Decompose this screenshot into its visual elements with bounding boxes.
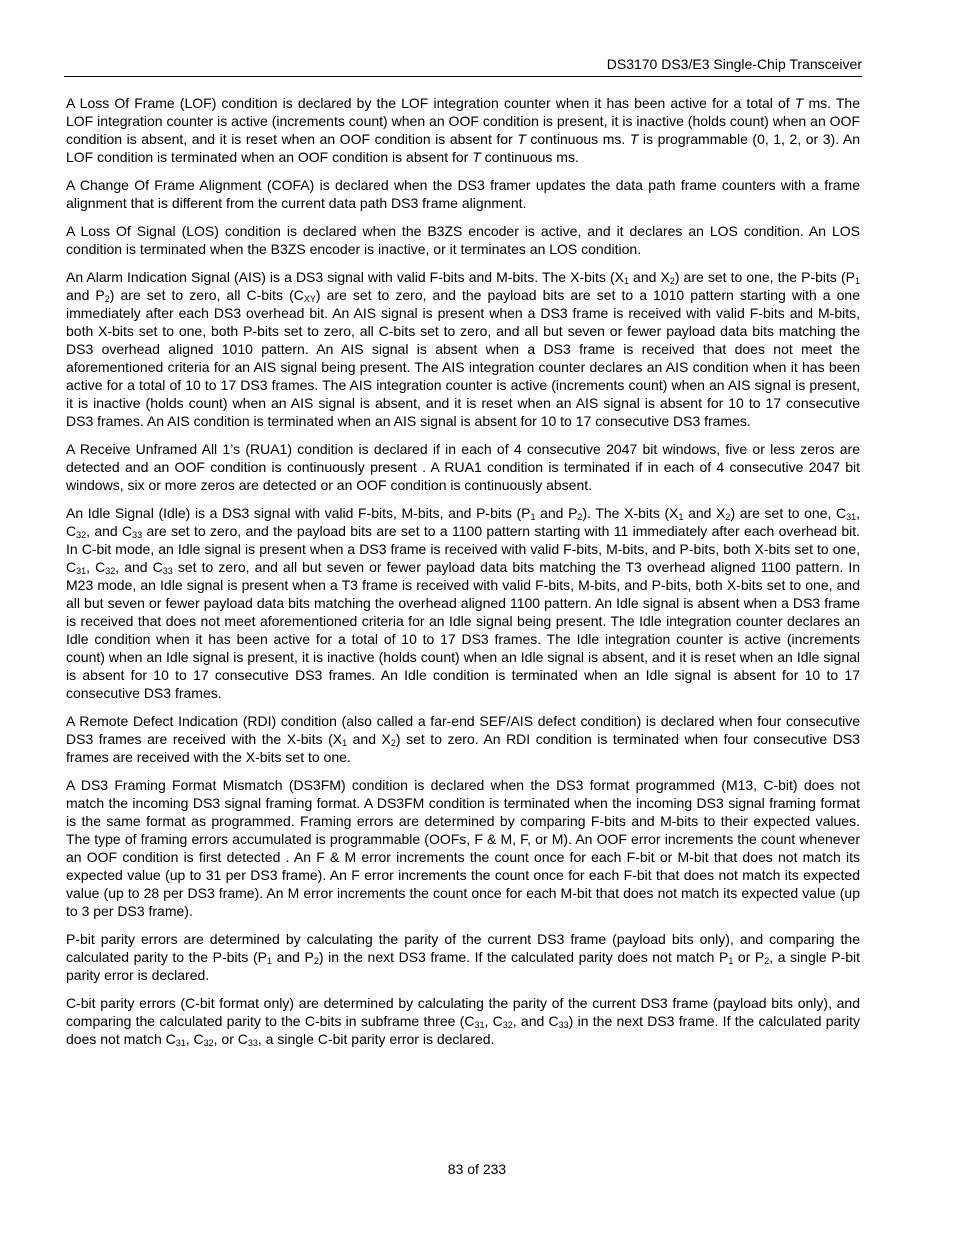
paragraph-rua1: A Receive Unframed All 1’s (RUA1) condition is declared if in each of 4 consecutive 2047 bit windows, five or less zeros are detected and an OOF condition is continuously present . A RUA1 condition is terminated if in each of 4 consecutive 2047 bit windows, six or more zeros are detected or an OOF condition is continuously absent. bbox=[66, 441, 860, 493]
paragraph-cofa: A Change Of Frame Alignment (COFA) is declared when the DS3 framer updates the data path frame counters with a frame alignment that is different from the current data path DS3 frame alignment. bbox=[66, 177, 860, 211]
page-number: 83 of 233 bbox=[447, 1161, 507, 1177]
paragraph-ds3fm: A DS3 Framing Format Mismatch (DS3FM) condition is declared when the DS3 format programmed (M13, C-bit) does not match the incoming DS3 signal framing format. A DS3FM condition is terminated when the incoming DS3 signal framing format is the same format as programmed. Framing errors are determined by comparing F-bits and M-bits to their expected values. The type of framing errors accumulated is programmable (OOFs, F & M, F, or M). An OOF error increments the count whenever an OOF condition is first detected . An F & M error increments the count once for each F-bit or M-bit that does not match its expected value (up to 31 per DS3 frame). An F error increments the count once for each F-bit that does not match its expected value (up to 28 per DS3 frame). An M error increments the count once for each M-bit that does not match its expected value (up to 3 per DS3 frame). bbox=[66, 777, 860, 919]
page-content bbox=[66, 94, 860, 1058]
paragraph-cbit-parity: C-bit parity errors (C-bit format only) are determined by calculating the parity of the current DS3 frame (payload bits only), and comparing the calculated parity to the C-bits in subframe three ($C_{31}$, $C_{32}$, and $C_{33}$) in the next DS3 frame. If the calculated parity does not match $C_{31}$, $C_{32}$, or $C_{33}$, a single C-bit parity error is declared. bbox=[66, 995, 861, 1048]
paragraph-los: A Loss Of Signal (LOS) condition is declared when the B3ZS encoder is active, and it declares an LOS condition. An LOS condition is terminated when the B3ZS encoder is inactive, or it terminates an LOS condition. bbox=[66, 223, 860, 257]
paragraph-idle: An Idle Signal (Idle) is a DS3 signal with valid F-bits, M-bits, and P-bits ($P_1$ and $P_2$). The X-bits ($X_1$ and $X_2$) are set to one, $C_{31}$, $C_{32}$, and $C_{33}$ are set to zero, and the payload bits are set to a 1100 pattern starting with 11 immediately after each overhead bit. In C-bit mode, an Idle signal is present when a DS3 frame is received with valid F-bits, M-bits, and P-bits, both X-bits set to one, $C_{31}$, $C_{32}$, and $C_{33}$ set to zero, and all but seven or fewer payload data bits matching the T3 overhead aligned 1100 pattern. In M23 mode, an Idle signal is present when a T3 frame is received with valid F-bits, M-bits, and P-bits, both X-bits set to one, and all but seven or fewer payload data bits matching the overhead aligned 1100 pattern. An Idle signal is absent when a DS3 frame is received that does not meet aforementioned criteria for an Idle signal being present. The Idle integration counter declares an Idle condition when it has been active for a total of 10 to 17 DS3 frames. The Idle integration counter is active (increments count) when an Idle signal is present, it is inactive (holds count) when an Idle signal is absent, and it is reset when an Idle signal is absent for 10 to 17 consecutive DS3 frames. An Idle condition is terminated when an Idle signal is absent for 10 to 17 consecutive DS3 frames. bbox=[66, 505, 861, 701]
paragraph-pbit-parity: P-bit parity errors are determined by calculating the parity of the current DS3 frame (payload bits only), and comparing the calculated parity to the P-bits ($P_1$ and $P_2$) in the next DS3 frame. If the calculated parity does not match $P_1$ or $P_2$, a single P-bit parity error is declared. bbox=[66, 931, 860, 983]
paragraph-rdi: A Remote Defect Indication (RDI) condition (also called a far-end SEF/AIS defect condition) is declared when four consecutive DS3 frames are received with the X-bits ($X_1$ and $X_2$) set to zero. An RDI condition is terminated when four consecutive DS3 frames are received with the X-bits set to one. bbox=[66, 713, 860, 765]
page-header bbox=[64, 56, 862, 77]
document-title: DS3170 DS3/E3 Single-Chip Transceiver bbox=[606, 56, 862, 72]
paragraph-lof: A Loss Of Frame (LOF) condition is declared by the LOF integration counter when it has been active for a total of T ms. The LOF integration counter is active (increments count) when an OOF condition is present, it is inactive (holds count) when an OOF condition is absent, and it is reset when an OOF condition is absent for T continuous ms. T is programmable (0, 1, 2, or 3). An LOF condition is terminated when an OOF condition is absent for T continuous ms. bbox=[66, 95, 861, 165]
paragraph-ais: An Alarm Indication Signal (AIS) is a DS3 signal with valid F-bits and M-bits. The X-bits ($X_1$ and $X_2$) are set to one, the P-bits ($P_1$ and $P_2$) are set to zero, all C-bits $(C_{XY})$ are set to zero, and the payload bits are set to a 1010 pattern starting with a one immediately after each DS3 overhead bit. An AIS signal is present when a DS3 frame is received with valid F-bits and M-bits, both X-bits set to one, both P-bits set to zero, all C-bits set to zero, and all but seven or fewer payload data bits matching the DS3 overhead aligned 1010 pattern. An AIS signal is absent when a DS3 frame is received that does not meet the aforementioned criteria for an AIS signal being present. The AIS integration counter declares an AIS condition when it has been active for a total of 10 to 17 DS3 frames. The AIS integration counter is active (increments count) when an AIS signal is present, it is inactive (holds count) when an AIS signal is absent, and it is reset when an AIS signal is absent for 10 to 17 consecutive DS3 frames. An AIS condition is terminated when an AIS signal is absent for 10 to 17 consecutive DS3 frames. bbox=[66, 269, 861, 429]
